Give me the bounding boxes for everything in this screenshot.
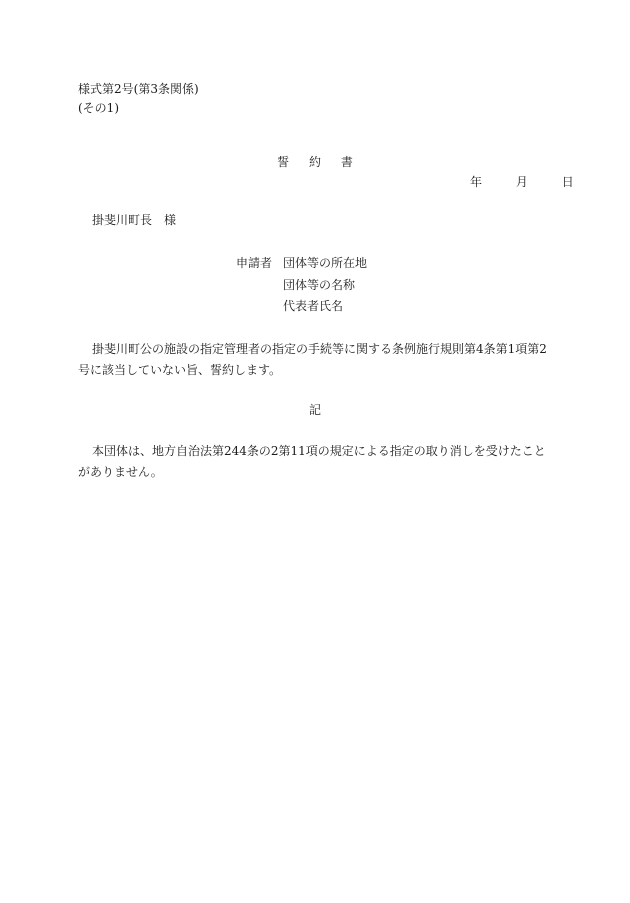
applicant-label: 申請者 bbox=[236, 256, 273, 270]
addressee-honorific: 様 bbox=[164, 213, 177, 227]
date-month: 月 bbox=[515, 175, 528, 189]
ki-heading: 記 bbox=[308, 403, 321, 417]
pledge-paragraph: 掛斐川町公の施設の指定管理者の指定の手続等に関する条例施行規則第4条第1項第2号に該当していない旨、誓約します。 bbox=[78, 342, 547, 377]
form-number: 様式第2号(第3条関係) bbox=[78, 82, 199, 96]
title-char-2: 約 bbox=[308, 155, 321, 169]
applicant-address: 団体等の所在地 bbox=[283, 256, 368, 270]
date-line bbox=[470, 175, 580, 189]
title-char-3: 書 bbox=[340, 155, 353, 169]
document-title bbox=[0, 155, 630, 169]
addressee bbox=[92, 213, 176, 227]
applicant-representative: 代表者氏名 bbox=[283, 299, 344, 313]
date-day: 日 bbox=[561, 175, 574, 189]
addressee-name: 掛斐川町長 bbox=[92, 213, 153, 227]
statement-paragraph: 本団体は、地方自治法第244条の2第11項の規定による指定の取り消しを受けたことがありません。 bbox=[78, 444, 546, 479]
applicant-org-name: 団体等の名称 bbox=[283, 278, 356, 292]
date-year: 年 bbox=[470, 175, 483, 189]
title-char-1: 誓 bbox=[277, 155, 290, 169]
form-sub-number: (その1) bbox=[78, 101, 119, 115]
